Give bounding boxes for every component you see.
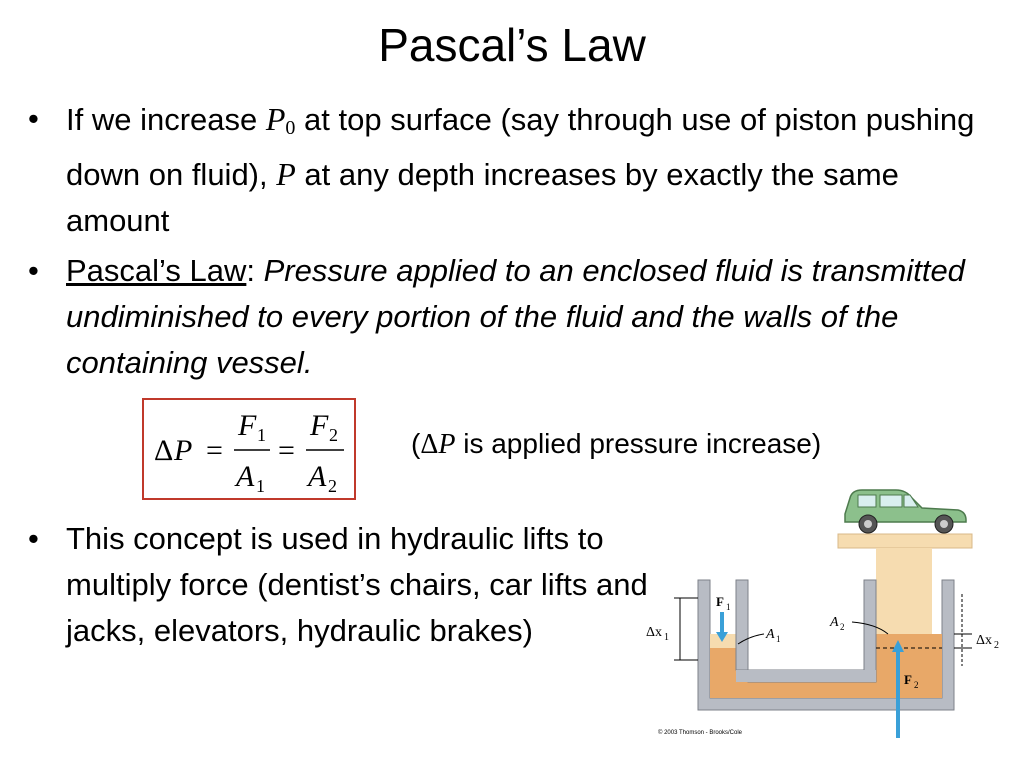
- a2-subscript: 2: [840, 622, 845, 632]
- note-p: P: [438, 429, 456, 460]
- vessel-divider: [736, 670, 876, 682]
- f1-subscript: 1: [726, 602, 731, 612]
- p0-subscript: 0: [285, 117, 296, 139]
- lift-platform: [838, 534, 972, 548]
- formula-f2: F: [310, 409, 329, 442]
- formula-a2: A: [308, 460, 327, 493]
- formula-equation: [144, 400, 354, 498]
- formula-a1-sub: 1: [256, 476, 265, 496]
- bullet-marker: •: [28, 521, 39, 556]
- formula-f2-sub: 2: [329, 425, 338, 445]
- dx1-label: Δx: [646, 625, 663, 640]
- a1-label: A: [766, 627, 775, 642]
- a2-label: A: [830, 615, 839, 630]
- bullet-hydraulic-applications: [28, 516, 666, 654]
- bullet-pascals-law: [28, 248, 996, 386]
- formula-equals-1: =: [206, 434, 223, 467]
- formula-box: [142, 398, 356, 500]
- formula-f1: F: [238, 409, 257, 442]
- large-piston: [876, 548, 932, 634]
- f2-label: F: [904, 672, 912, 687]
- dx1-subscript: 1: [664, 632, 669, 643]
- hydraulic-lift-figure: [640, 484, 1020, 764]
- figure-credit: © 2003 Thomson - Brooks/Cole: [658, 730, 743, 736]
- formula-p: P: [174, 434, 193, 467]
- delta-p-note: [411, 428, 821, 461]
- formula-a1: A: [236, 460, 255, 493]
- bullet-pressure-increase: [28, 96, 986, 244]
- bullet-text: at top surface (say through use of piston pushing down on fluid),: [66, 102, 975, 192]
- bullet-text: at any depth increases by exactly the same amount: [66, 157, 899, 238]
- colon: :: [246, 253, 264, 288]
- vessel-inner-wall: [736, 580, 876, 682]
- a1-subscript: 1: [776, 634, 781, 644]
- pascals-law-statement: Pressure applied to an enclosed fluid is transmitted undiminished to every portion of the fluid and the walls of the containing vessel.: [66, 253, 965, 380]
- pascals-law-label: Pascal’s Law: [66, 253, 247, 288]
- formula-equals-2: =: [278, 434, 295, 467]
- f2-subscript: 2: [914, 680, 919, 690]
- bullet-text: This concept is used in hydraulic lifts to multiply force (dentist’s chairs, car lifts and jacks, elevators, hydraulic brakes): [66, 521, 648, 648]
- note-delta: Δ: [420, 429, 439, 460]
- note-text: is applied pressure increase): [455, 428, 822, 459]
- formula-f1-sub: 1: [257, 425, 266, 445]
- dx2-label: Δx: [976, 633, 993, 648]
- formula-a2-sub: 2: [328, 476, 337, 496]
- bullet-marker: •: [28, 253, 39, 288]
- dx2-subscript: 2: [994, 640, 999, 651]
- formula-delta: Δ: [154, 434, 174, 467]
- bullet-marker: •: [28, 101, 39, 136]
- note-paren: (: [411, 428, 421, 459]
- p-variable: P: [276, 156, 296, 192]
- slide-title: Pascal’s Law: [378, 19, 646, 71]
- f1-label: F: [716, 594, 724, 609]
- p0-variable: P: [265, 101, 286, 137]
- bullet-text: If we increase: [66, 102, 266, 137]
- car-icon: [845, 490, 966, 533]
